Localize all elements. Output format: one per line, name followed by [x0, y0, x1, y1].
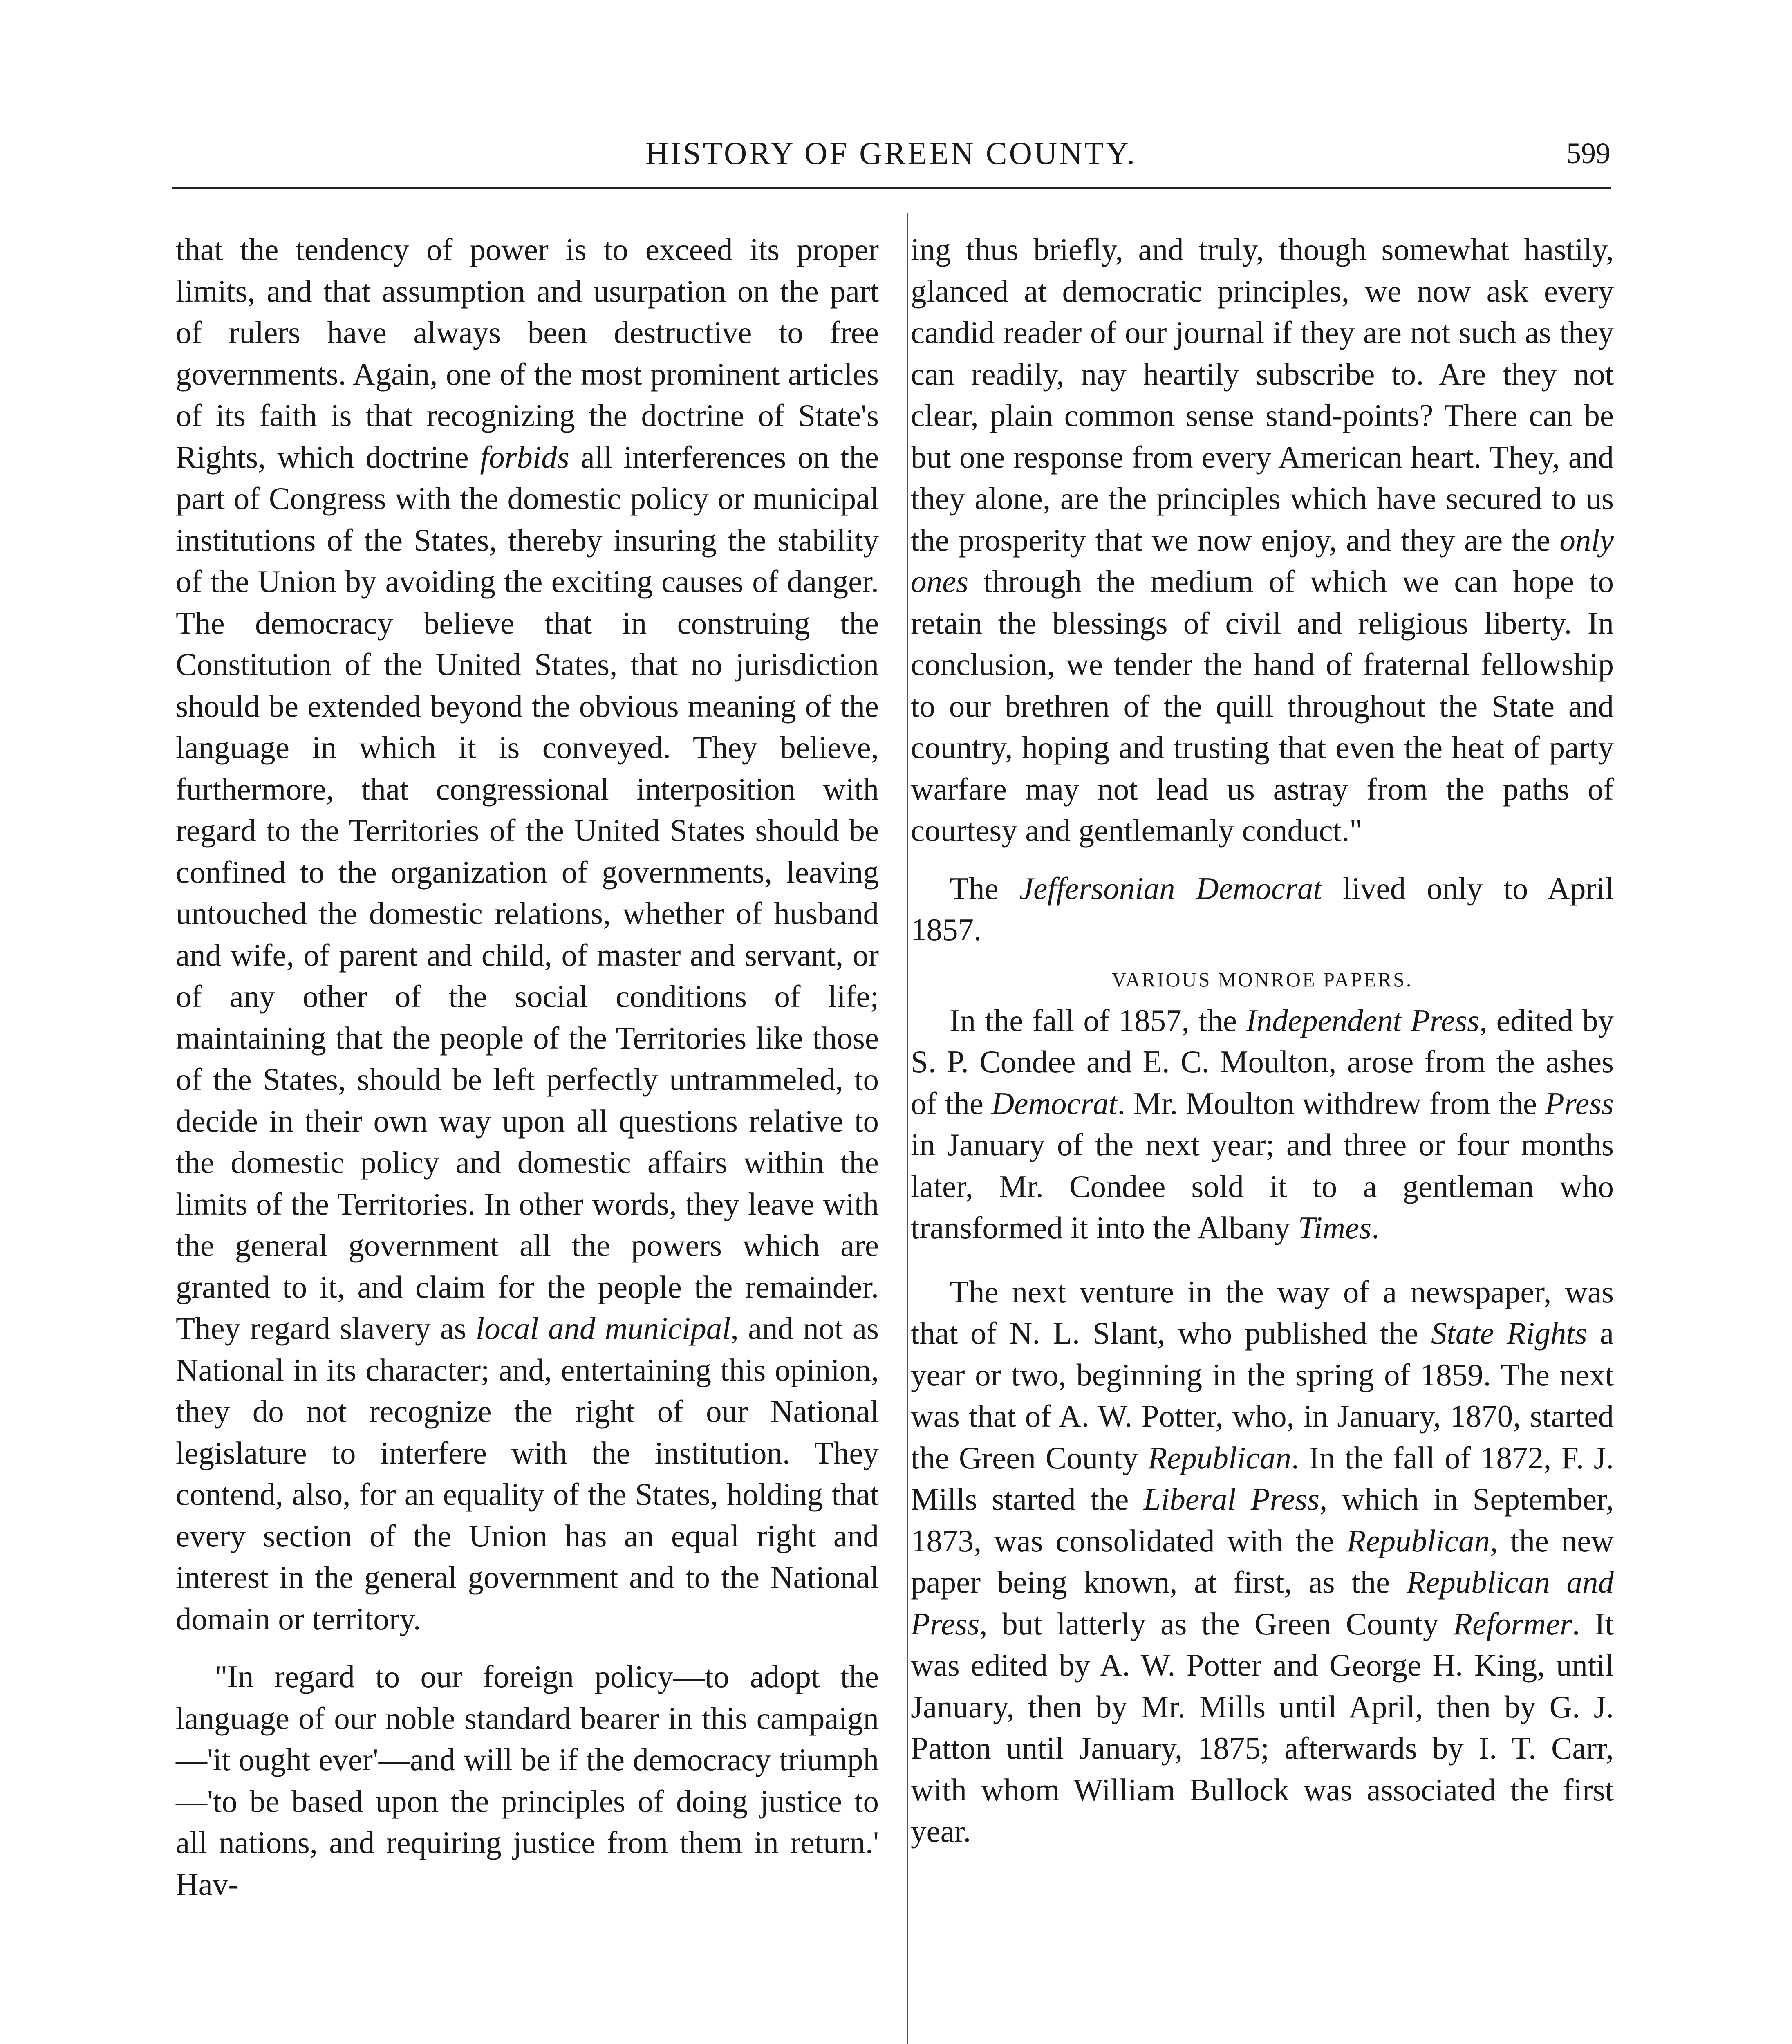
running-title: HISTORY OF GREEN COUNTY.: [645, 135, 1137, 171]
paragraph-independent-press: In the fall of 1857, the Independent Press, edited by S. P. Condee and E. C. Moulton, arose from the ashes of the Democrat. Mr. Moulton withdrew from the Press in January of the next year; and three or four months later, Mr. Condee sold it to a gentleman who transformed it into the Albany Times.: [911, 1002, 1614, 1245]
header-rule: [172, 187, 1611, 189]
paragraph-conclusion: ing thus briefly, and truly, though somewhat hastily, glanced at democratic principles, we now ask every candid reader of our journal if they are not such as they can readily, nay heartily subscribe to. Are they not clear, plain common sense stand-points? There can be but one response from every American heart. They, and they alone, are the principles which have secured to us the prosperity that we now enjoy, and they are the only ones through the medium of which we can hope to retain the blessings of civil and religious liberty. In conclusion, we tender the hand of fraternal fellowship to our brethren of the quill throughout the State and country, hoping and trusting that even the heat of party warfare may not lead us astray from the paths of courtesy and gentlemanly conduct.": [911, 232, 1614, 848]
section-heading: VARIOUS MONROE PAPERS.: [1111, 968, 1413, 991]
left-column: [176, 229, 879, 1905]
paragraph-jeffersonian: The Jeffersonian Democrat lived only to April 1857.: [911, 870, 1614, 947]
paragraph-foreign-policy: "In regard to our foreign policy—to adopt the language of our noble standard bearer in this campaign—'it ought ever'—and will be if the democracy triumph—'to be based upon the principles of doing justice to all nations, and requiring justice from them in return.' Hav-: [176, 1659, 879, 1902]
paragraph-principles: that the tendency of power is to exceed its proper limits, and that assumption and usurpation on the part of rulers have always been destructive to free governments. Again, one of the most prominent articles of its faith is that recognizing the doctrine of State's Rights, which doctrine forbids all interferences on the part of Congress with the domestic policy or municipal institutions of the States, thereby insuring the stability of the Union by avoiding the exciting causes of danger. The democracy believe that in construing the Constitution of the United States, that no jurisdiction should be extended beyond the obvious meaning of the language in which it is conveyed. They believe, furthermore, that congressional interposition with regard to the Territories of the United States should be confined to the organization of governments, leaving untouched the domestic relations, whether of husband and wife, of parent and child, of master and servant, or of any other of the social conditions of life; maintaining that the people of the Territories like those of the States, should be left perfectly untrammeled, to decide in their own way upon all questions relative to the domestic policy and domestic affairs within the limits of the Territories. In other words, they leave with the general government all the powers which are granted to it, and claim for the people the remainder. They regard slavery as local and municipal, and not as National in its character; and, entertaining this opinion, they do not recognize the right of our National legislature to interfere with the institution. They contend, also, for an equality of the States, holding that every section of the Union has an equal right and interest in the general government and to the National domain or territory.: [176, 232, 879, 1636]
paragraph-next-venture: The next venture in the way of a newspaper, was that of N. L. Slant, who published the State Rights a year or two, beginning in the spring of 1859. The next was that of A. W. Potter, who, in January, 1870, started the Green County Republican. In the fall of 1872, F. J. Mills started the Liberal Press, which in September, 1873, was consolidated with the Republican, the new paper being known, at first, as the Republican and Press, but latterly as the Green County Reformer. It was edited by A. W. Potter and George H. King, until January, then by Mr. Mills until April, then by G. J. Patton until January, 1875; afterwards by I. T. Carr, with whom William Bullock was associated the first year.: [911, 1274, 1614, 1849]
right-column: [911, 229, 1614, 1852]
column-divider: [907, 213, 908, 2044]
page-number: 599: [1566, 137, 1611, 170]
page-header: [172, 127, 1611, 188]
